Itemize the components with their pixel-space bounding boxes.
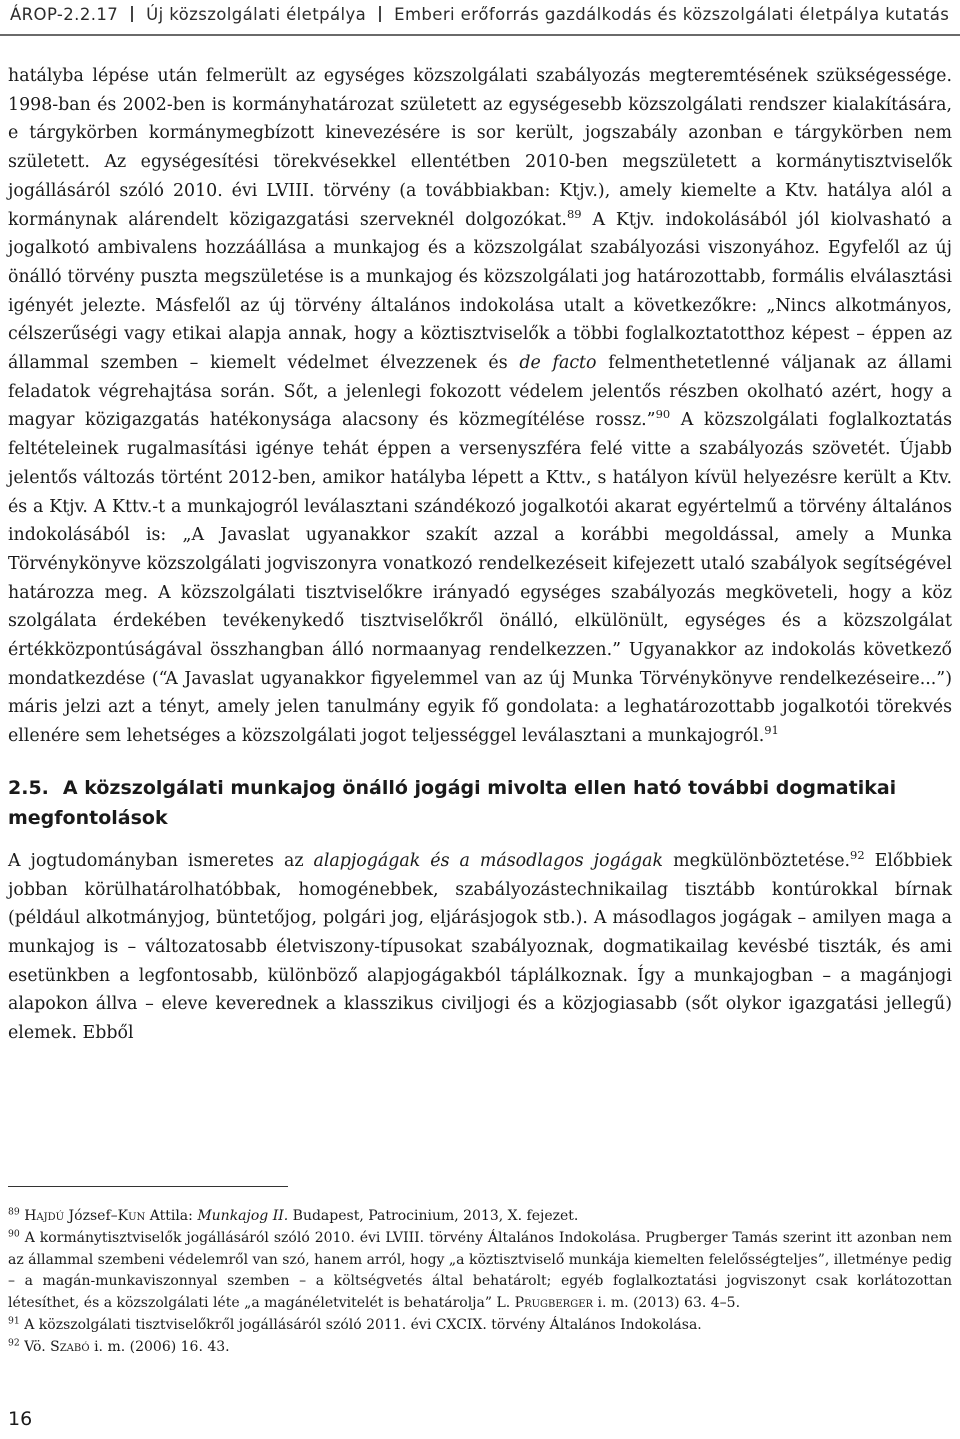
author-name: Prugberger — [514, 1295, 594, 1312]
author-name: Kun — [117, 1208, 146, 1224]
author-name: Hajdú — [24, 1208, 65, 1224]
text-run: i. m. (2013) 63. 4–5. — [593, 1295, 741, 1312]
text-run: megkülönböztetése. — [663, 850, 851, 871]
footnote-rule — [8, 1186, 288, 1187]
italic-run: alapjogágak és a másodlagos jogágak — [313, 850, 664, 871]
footnote-ref[interactable]: 90 — [655, 407, 671, 422]
footnote-number: 89 — [8, 1206, 20, 1218]
text-run: Előbbiek jobban körülhatárolhatóbbak, homogénebbek, szabályozástechnikailag tisztább kontúrokkal bírnak (például alkotmányjog, büntetőjog, polgári jog, eljárásjogok stb.). A másodlagos jogágak – amilyen maga a munkajog is – változatosabb életviszony-típusokat szabályoznak, dogmatikailag kevésbé tiszták, és ami esetünkben a legfontosabb, különböző alapjogágakból táplálkoznak. Így a munkajogban – a magánjogi alapokon állva – eleve keverednek a klasszikus civiljogi és a közjogiasabb (sőt olykor igazgatási jellegű) elemek. Ebből — [8, 850, 953, 1044]
text-run: A kormánytisztviselők jogállásáról szóló 2010. évi LVIII. törvény Általános Indokolása. Prugberger Tamás szerint itt azonban nem az állammal szembeni védelemről van szó, hanem arról, hogy „a köztisztviselő munkája kiemelten felelősségteljes”, illetménye pedig – a magán-munkaviszonnyal szemben – a költségvetés által behatárolt; egyéb foglalkoztatási jogviszonyt csak korlátozottan létesíthet, és a közszolgálati léte „a magánéletvitelét is behatárolja” L. — [8, 1229, 952, 1312]
book-title: Munkajog II. — [197, 1208, 289, 1224]
project-subtitle: Emberi erőforrás gazdálkodás és közszolgálati életpálya kutatás — [394, 5, 950, 24]
text-run: A jogtudományban ismeretes az — [8, 850, 314, 871]
section-number: 2.5. — [8, 776, 49, 799]
header-separator — [131, 6, 133, 22]
text-run: i. m. (2006) 16. 43. — [89, 1338, 230, 1355]
footnote-91 — [8, 1315, 952, 1337]
running-header — [10, 4, 950, 26]
italic-run: de facto — [519, 353, 597, 374]
text-run: hatályba lépése után felmerült az egységes közszolgálati szabályozás megteremtésének szükségessége. 1998-ban és 2002-ben is kormányhatározat született az egységesebb közszolgálati rendszer kialakítására, e tárgykörben kormánymegbízott kinevezésére is sor került, jogszabály azonban e tárgykörben nem született. Az egységesítési törekvésekkel ellentétben 2010-ben megszületett a kormánytisztviselők jogállásáról szóló 2010. évi LVIII. törvény (a továbbiakban: Ktjv.), amely kiemelte a Ktv. hatálya alól a kormánynak alárendelt közigazgatási szerveknél dolgozókat. — [8, 66, 952, 230]
section-title: A közszolgálati munkajog önálló jogági mivolta ellen ható további dogmatikai megfontolások — [8, 776, 897, 829]
project-code: ÁROP-2.2.17 — [10, 5, 119, 24]
project-name: Új közszolgálati életpálya — [146, 5, 367, 24]
header-rule — [0, 34, 960, 36]
page-number: 16 — [8, 1408, 33, 1430]
footnote-number: 90 — [8, 1228, 20, 1240]
text-run: A Ktjv. indokolásából jól kiolvasható a jogalkotó ambivalens hozzáállása a munkajog és a közszolgálat szabályozási viszonyához. Egyfelől az új önálló törvény puszta megszületése is a munkajog és közszolgálati jog határozottabb, formális elválasztási igényét jelezte. Másfelől az új törvény általános indokolása utalt a következőkre: „Nincs alkotmányos, célszerűségi vagy etikai alapja annak, hogy a köztisztviselők a többi foglalkoztatotthoz képest – éppen az állammal szemben – kiemelt védelmet élvezzenek és — [8, 209, 952, 374]
footnote-ref[interactable]: 91 — [764, 723, 779, 738]
section-heading — [8, 773, 952, 833]
paragraph-1 — [8, 62, 952, 751]
footnote-92 — [8, 1337, 952, 1359]
text-run: Vö. — [19, 1338, 51, 1355]
header-separator — [379, 6, 381, 22]
text-run: felmenthetetlenné váljanak az állami feladatok végrehajtása során. Sőt, a jelenlegi fokozott védelem jelentős részben okolható azért, hogy a magyar közigazgatás hatékonysága alacsony és közmegítélése rossz.” — [8, 353, 952, 431]
author-name: Szabó — [50, 1338, 90, 1355]
footnote-number: 91 — [8, 1315, 20, 1327]
text-run: József– — [64, 1208, 118, 1224]
text-run: A közszolgálati foglalkoztatás feltételeinek rugalmasítási igénye tehát éppen a versenyszféra felé vitte a szabályozás szövetét. Újabb jelentős változás történt 2012-ben, amikor hatályba lépett a Kttv., s hatályon kívül helyezésre került a Ktv. és a Ktjv. A Kttv.-t a munkajogról leválasztani szándékozó jogalkotói akarat egyértelmű a törvény általános indokolásából is: „A Javaslat ugyanakkor szakít azzal a korábbi megoldással, amely a Munka Törvénykönyve közszolgálati jogviszonyra vonatkozó rendelkezéseit kifejezett utaló szabályok segítségével határozza meg. A közszolgálati tisztviselőkre irányadó egységes szabályozás megköveteli, hogy a köz szolgálata érdekében tevékenykedő tisztviselőkről önálló, elkülönült, egységes és a közszolgálat értékközpontúságával összhangban álló normaanyag rendelkezzen.” Ugyanakkor az indokolás következő mondatkezdése (“A Javaslat ugyanakkor figyelemmel van az új Munka Törvénykönyve rendelkezéseire...”) máris jelzi azt a tényt, amely jelen tanulmány egyik fő gondolata: a leghatározottabb jogalkotói törekvés ellenére sem lehetséges a közszolgálati jogot teljességgel leválasztani a munkajogról. — [8, 410, 952, 747]
footnote-89 — [8, 1206, 952, 1228]
footnote-ref[interactable]: 92 — [850, 847, 865, 862]
main-text — [8, 62, 952, 1048]
text-run: Attila: — [145, 1208, 198, 1224]
text-run: A közszolgálati tisztviselőkről jogállásáról szóló 2011. évi CXCIX. törvény Általános Indokolása. — [19, 1316, 702, 1333]
footnote-ref[interactable]: 89 — [566, 206, 582, 221]
paragraph-2 — [8, 847, 952, 1048]
footnote-90 — [8, 1228, 952, 1315]
text-run: Budapest, Patrocinium, 2013, X. fejezet. — [288, 1208, 579, 1224]
footnotes — [8, 1206, 952, 1359]
footnote-number: 92 — [8, 1337, 20, 1349]
